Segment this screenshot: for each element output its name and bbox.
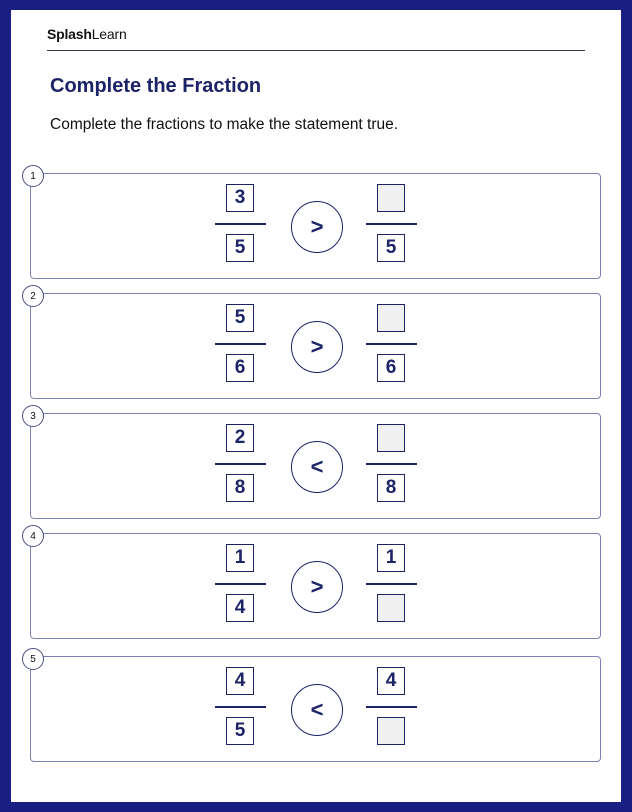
page-title: Complete the Fraction [50,75,262,97]
denominator-box: 5 [226,234,254,262]
comparison-sign: > [291,201,343,253]
problem-card [30,290,601,399]
numerator-blank[interactable] [377,184,405,212]
fraction-bar [366,343,417,345]
fraction-bar [366,706,417,708]
denominator-box: 6 [226,354,254,382]
problem-number: 3 [22,405,44,427]
fraction-bar [215,343,266,345]
problem-card [30,530,601,639]
problem-card [30,410,601,519]
denominator-box: 8 [226,474,254,502]
numerator-blank[interactable] [377,424,405,452]
left-fraction [215,184,267,268]
left-fraction [215,424,267,508]
numerator-blank[interactable] [377,304,405,332]
right-fraction [366,184,418,268]
problem-number: 4 [22,525,44,547]
denominator-box: 8 [377,474,405,502]
denominator-box: 5 [377,234,405,262]
right-fraction [366,304,418,388]
fraction-bar [215,583,266,585]
problem-number: 2 [22,285,44,307]
comparison-sign: > [291,561,343,613]
problem-number: 5 [22,648,44,670]
numerator-box: 5 [226,304,254,332]
problem-card [30,653,601,762]
comparison-sign: > [291,321,343,373]
right-fraction [366,667,418,751]
comparison-sign: < [291,441,343,493]
fraction-bar [366,583,417,585]
brand-logo-bold: Splash [47,26,92,42]
brand-logo [47,26,127,42]
fraction-bar [215,463,266,465]
numerator-box: 3 [226,184,254,212]
right-fraction [366,544,418,628]
instructions: Complete the fractions to make the statement true. [50,116,399,133]
denominator-box: 5 [226,717,254,745]
fraction-bar [366,463,417,465]
numerator-box: 4 [377,667,405,695]
denominator-box: 4 [226,594,254,622]
fraction-bar [366,223,417,225]
left-fraction [215,667,267,751]
numerator-box: 4 [226,667,254,695]
worksheet-page [11,10,621,802]
problem-number: 1 [22,165,44,187]
numerator-box: 1 [226,544,254,572]
numerator-box: 1 [377,544,405,572]
left-fraction [215,304,267,388]
denominator-box: 6 [377,354,405,382]
denominator-blank[interactable] [377,594,405,622]
fraction-bar [215,706,266,708]
problem-card [30,170,601,279]
right-fraction [366,424,418,508]
left-fraction [215,544,267,628]
numerator-box: 2 [226,424,254,452]
header-divider [47,50,585,51]
denominator-blank[interactable] [377,717,405,745]
comparison-sign: < [291,684,343,736]
brand-logo-rest: Learn [91,26,127,42]
fraction-bar [215,223,266,225]
